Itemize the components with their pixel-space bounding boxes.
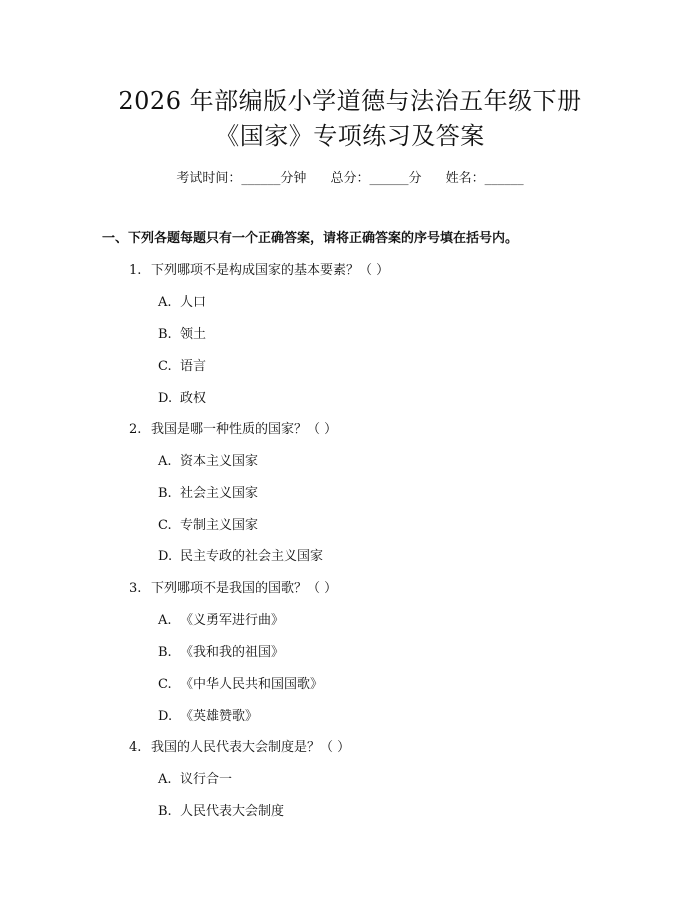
option-letter: A. — [158, 772, 172, 787]
question-number: 3. — [129, 581, 142, 596]
total-score-unit: 分 — [408, 171, 422, 186]
question-text: 我国是哪一种性质的国家？（ ） — [151, 422, 338, 437]
option-text: 社会主义国家 — [180, 486, 259, 501]
page-title-line1: 2026 年部编版小学道德与法治五年级下册 — [118, 87, 582, 115]
exam-time-label: 考试时间： — [176, 171, 242, 186]
option-text: 资本主义国家 — [180, 454, 259, 469]
exam-info-row — [0, 170, 700, 188]
section-heading: 一、下列各题每题只有一个正确答案，请将正确答案的序号填在括号内。 — [102, 231, 519, 246]
question-2-option-c — [158, 517, 258, 535]
question-3-option-c — [158, 676, 323, 694]
question-1 — [129, 262, 389, 280]
question-number: 1. — [129, 263, 142, 278]
total-score-field — [330, 170, 421, 188]
question-text: 下列哪项不是构成国家的基本要素？（ ） — [151, 263, 390, 278]
option-text: 民主专政的社会主义国家 — [180, 549, 324, 564]
question-2-option-a — [158, 453, 258, 471]
question-4-option-a — [158, 771, 232, 789]
option-text: 《中华人民共和国国歌》 — [180, 677, 324, 692]
question-1-option-d — [158, 390, 206, 408]
option-text: 政权 — [180, 391, 207, 406]
student-name-blank: ______ — [484, 171, 524, 186]
question-number: 2. — [129, 422, 142, 437]
option-letter: A. — [158, 613, 172, 628]
option-text: 《英雄赞歌》 — [180, 709, 259, 724]
total-score-label: 总分： — [330, 171, 370, 186]
option-letter: C. — [158, 677, 172, 692]
option-letter: D. — [158, 709, 173, 724]
question-text: 我国的人民代表大会制度是？（ ） — [151, 740, 351, 755]
question-number: 4. — [129, 740, 142, 755]
option-letter: D. — [158, 549, 173, 564]
question-1-option-b — [158, 326, 206, 344]
exam-time-field — [176, 170, 306, 188]
question-4 — [129, 739, 350, 757]
student-name-field — [446, 170, 524, 188]
option-letter: B. — [158, 804, 172, 819]
option-text: 议行合一 — [180, 772, 233, 787]
option-text: 语言 — [180, 359, 207, 374]
option-text: 《我和我的祖国》 — [180, 645, 285, 660]
student-name-label: 姓名： — [445, 171, 485, 186]
page-title-line2: 《国家》专项练习及答案 — [215, 122, 485, 150]
option-letter: B. — [158, 645, 172, 660]
option-letter: A. — [158, 295, 172, 310]
question-1-option-c — [158, 358, 206, 376]
option-letter: D. — [158, 391, 173, 406]
question-2 — [129, 421, 337, 439]
question-3-option-d — [158, 708, 258, 726]
option-text: 人民代表大会制度 — [180, 804, 285, 819]
question-2-option-d — [158, 548, 323, 566]
question-3-option-b — [158, 644, 284, 662]
question-4-option-b — [158, 803, 284, 821]
exam-time-unit: 分钟 — [280, 171, 307, 186]
option-letter: C. — [158, 518, 172, 533]
question-3 — [129, 580, 337, 598]
question-3-option-a — [158, 612, 284, 630]
option-text: 《义勇军进行曲》 — [180, 613, 285, 628]
option-text: 人口 — [180, 295, 207, 310]
option-letter: B. — [158, 327, 172, 342]
total-score-blank: ______ — [369, 171, 409, 186]
option-letter: A. — [158, 454, 172, 469]
question-1-option-a — [158, 294, 206, 312]
exam-time-blank: ______ — [241, 171, 281, 186]
question-text: 下列哪项不是我国的国歌？（ ） — [151, 581, 338, 596]
option-text: 专制主义国家 — [180, 518, 259, 533]
option-letter: B. — [158, 486, 172, 501]
option-text: 领土 — [180, 327, 207, 342]
option-letter: C. — [158, 359, 172, 374]
question-2-option-b — [158, 485, 258, 503]
